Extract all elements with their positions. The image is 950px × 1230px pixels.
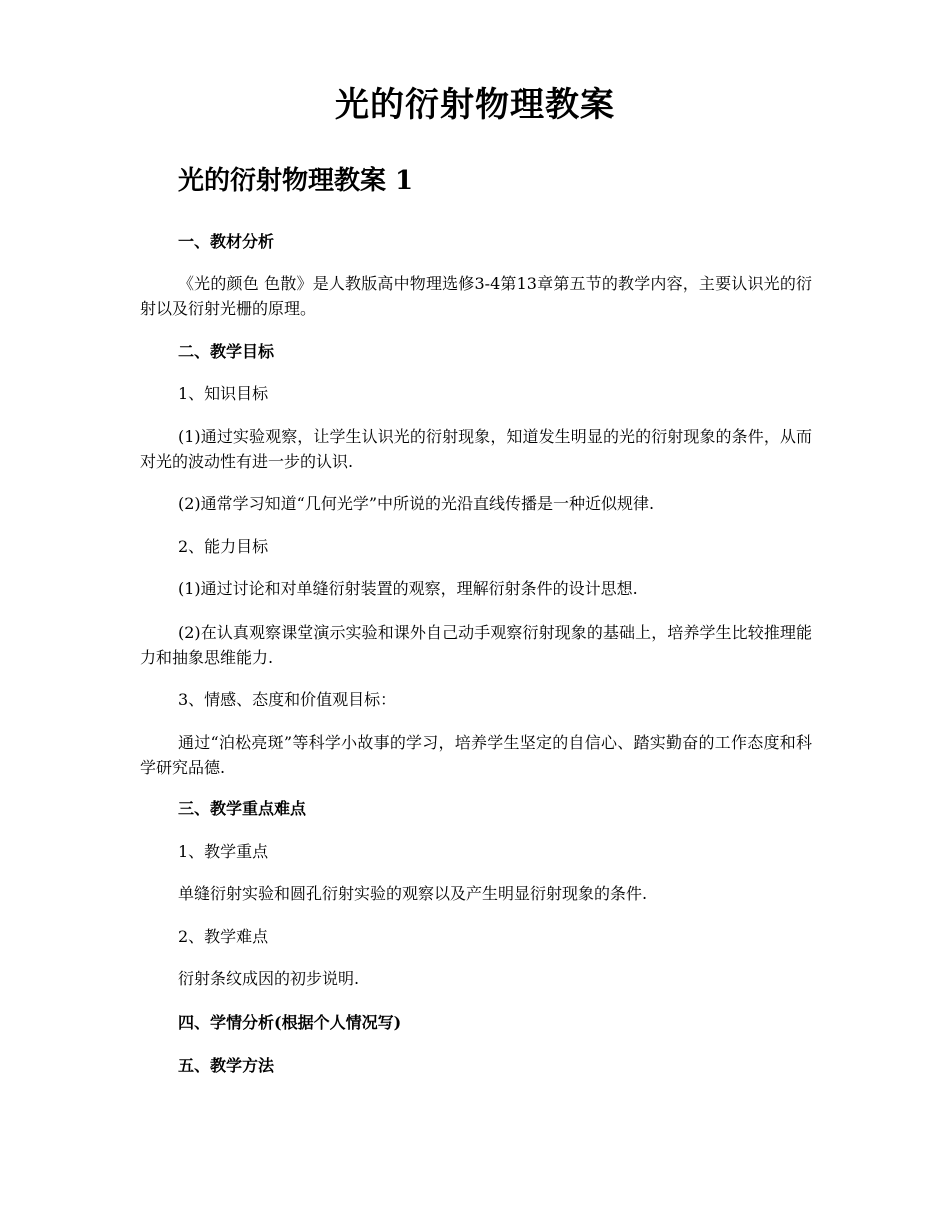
line-knowledge-goal: 1、知识目标: [178, 384, 269, 403]
heading-teaching-goals: 二、教学目标: [178, 342, 275, 361]
paragraph-knowledge-goal-1: (1)通过实验观察，让学生认识光的衍射现象，知道发生明显的光的衍射现象的条件，从而对光的波动性有进一步的认识.: [140, 427, 812, 471]
line-teaching-focus-content: 单缝衍射实验和圆孔衍射实验的观察以及产生明显衍射现象的条件.: [178, 884, 648, 903]
heading-textbook-analysis: 一、教材分析: [178, 232, 275, 251]
paragraph-ability-goal-2: (2)在认真观察课堂演示实验和课外自己动手观察衍射现象的基础上，培养学生比较推理能力和抽象思维能力.: [140, 623, 812, 667]
heading-teaching-methods: 五、教学方法: [178, 1056, 275, 1075]
line-knowledge-goal-2: (2)通常学习知道“几何光学”中所说的光沿直线传播是一种近似规律.: [178, 494, 655, 513]
line-teaching-focus: 1、教学重点: [178, 842, 269, 861]
line-ability-goal-1: (1)通过讨论和对单缝衍射装置的观察，理解衍射条件的设计思想.: [178, 579, 638, 598]
line-teaching-difficulty: 2、教学难点: [178, 927, 269, 946]
heading-key-points: 三、教学重点难点: [178, 799, 307, 818]
paragraph-emotion-goal: 通过“泊松亮斑”等科学小故事的学习，培养学生坚定的自信心、踏实勤奋的工作态度和科学研究品德.: [140, 733, 812, 777]
heading-student-analysis: 四、学情分析(根据个人情况写): [178, 1013, 402, 1032]
document-title: 光的衍射物理教案: [335, 85, 615, 125]
line-emotion-goal: 3、情感、态度和价值观目标：: [178, 690, 397, 709]
line-teaching-difficulty-content: 衍射条纹成因的初步说明.: [178, 969, 360, 988]
line-ability-goal: 2、能力目标: [178, 537, 269, 556]
paragraph-textbook-analysis: 《光的颜色 色散》是人教版高中物理选修3-4第13章第五节的教学内容，主要认识光的衍射以及衍射光栅的原理。: [140, 274, 812, 318]
section-title: 光的衍射物理教案 1: [178, 166, 414, 196]
